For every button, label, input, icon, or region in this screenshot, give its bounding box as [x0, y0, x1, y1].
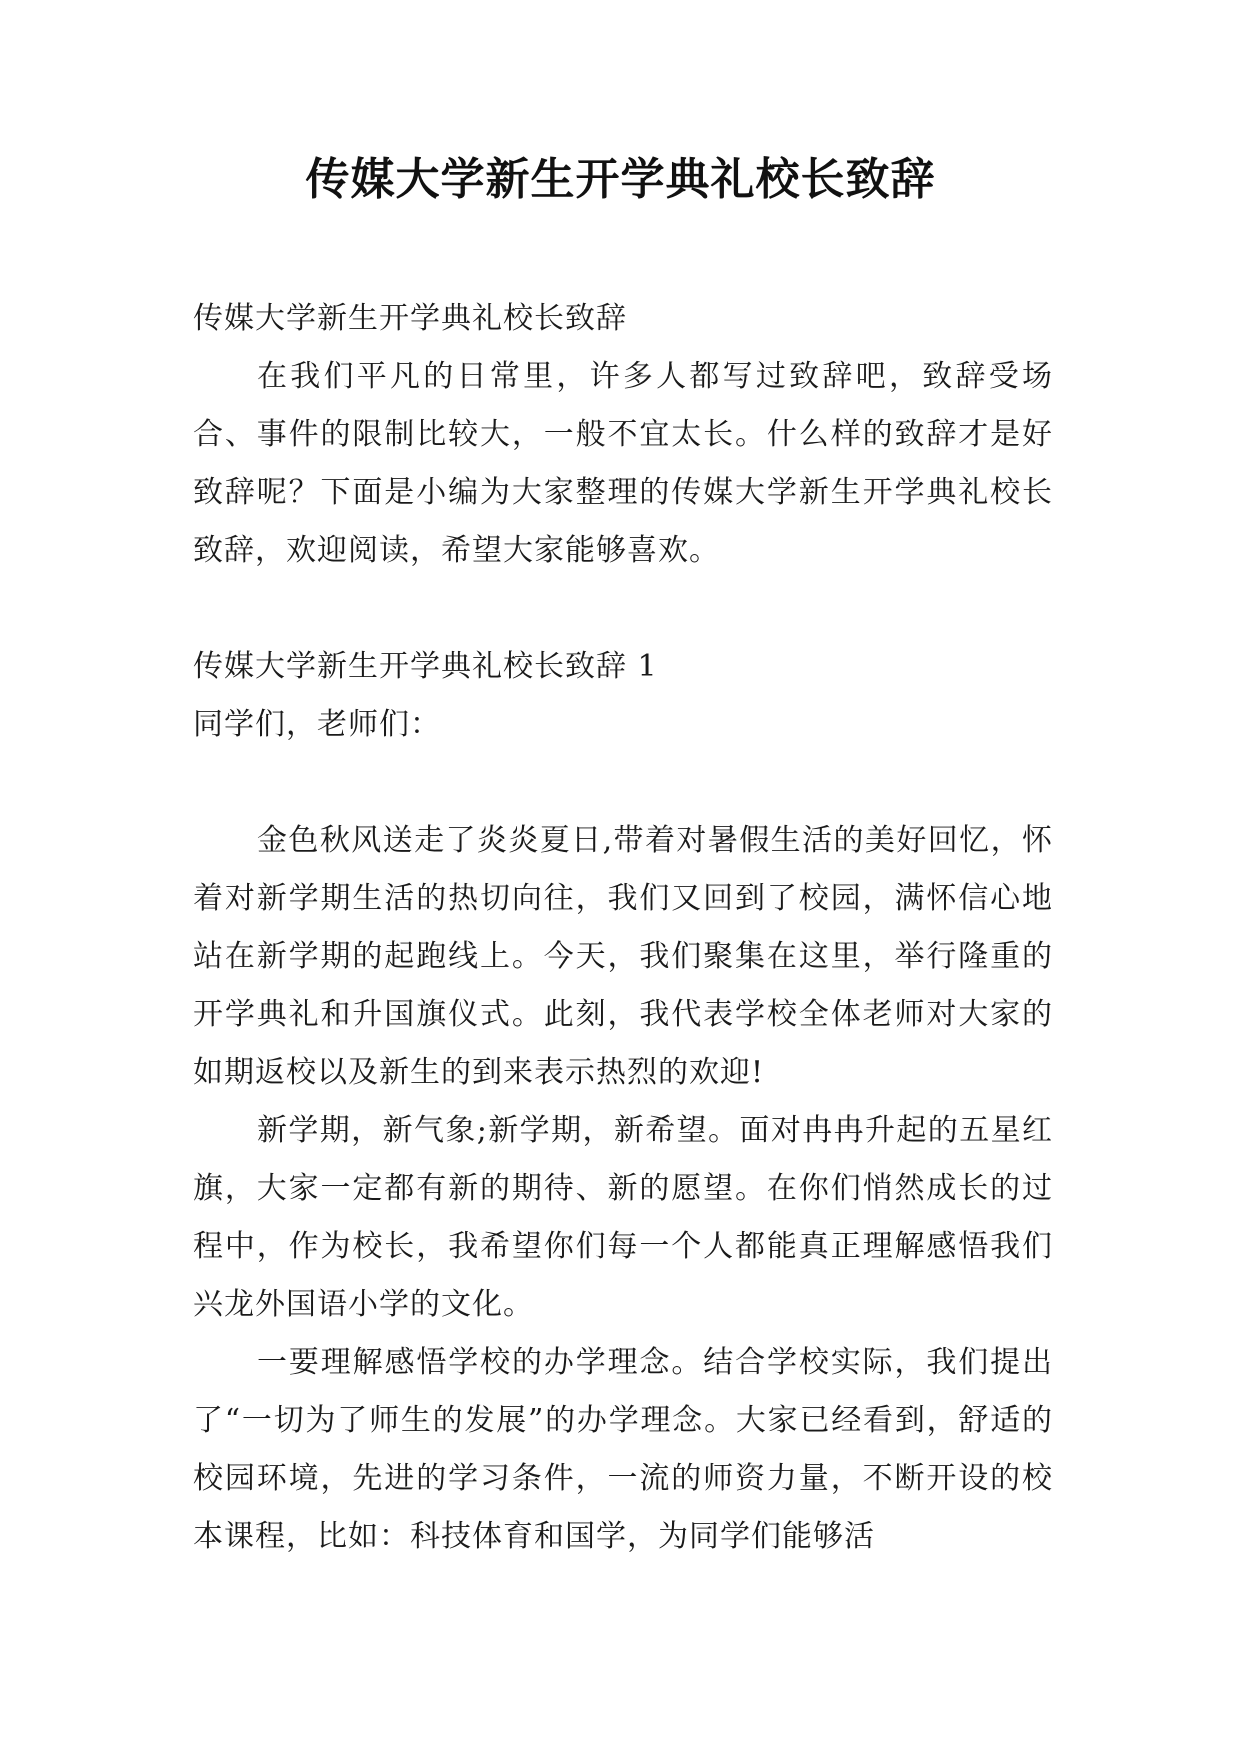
spacer — [193, 754, 1053, 812]
body-paragraph: 新学期，新气象;新学期，新希望。面对冉冉升起的五星红旗，大家一定都有新的期待、新的愿望。在你们悄然成长的过程中，作为校长，我希望你们每一个人都能真正理解感悟我们兴龙外国语小学的文化。 — [193, 1113, 1053, 1322]
body-paragraph: 一要理解感悟学校的办学理念。结合学校实际，我们提出了“一切为了师生的发展”的办学理念。大家已经看到，舒适的校园环境，先进的学习条件，一流的师资力量，不断开设的校本课程，比如：科技体育和国学，为同学们能够活 — [193, 1345, 1053, 1554]
document-title: 传媒大学新生开学典礼校长致辞 — [305, 154, 936, 205]
intro-paragraph: 在我们平凡的日常里，许多人都写过致辞吧，致辞受场合、事件的限制比较大，一般不宜太长。什么样的致辞才是好致辞呢？下面是小编为大家整理的传媒大学新生开学典礼校长致辞，欢迎阅读，希望大家能够喜欢。 — [193, 359, 1053, 568]
subtitle: 传媒大学新生开学典礼校长致辞 — [193, 301, 627, 336]
document-body — [193, 290, 1053, 1566]
body-paragraph: 金色秋风送走了炎炎夏日,带着对暑假生活的美好回忆，怀着对新学期生活的热切向往，我们又回到了校园，满怀信心地站在新学期的起跑线上。今天，我们聚集在这里，举行隆重的开学典礼和升国旗仪式。此刻，我代表学校全体老师对大家的如期返校以及新生的到来表示热烈的欢迎! — [193, 823, 1053, 1090]
salutation: 同学们，老师们： — [193, 707, 441, 742]
spacer — [193, 580, 1053, 638]
section-heading: 传媒大学新生开学典礼校长致辞 1 — [193, 649, 658, 684]
